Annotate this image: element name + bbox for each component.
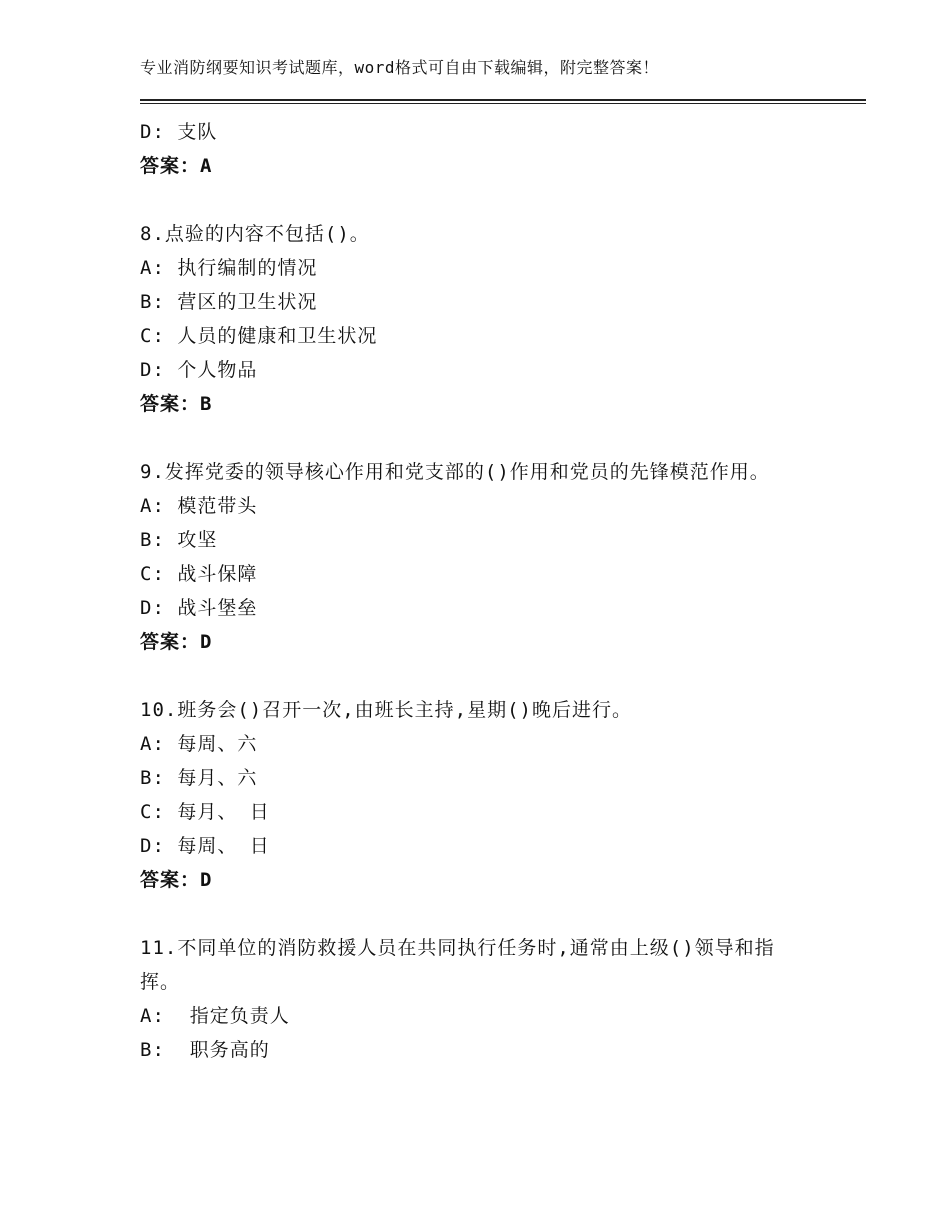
- question-text: 8.点验的内容不包括()。: [140, 223, 370, 245]
- option-d: D: 个人物品: [140, 359, 258, 381]
- option-b: B: 每月、六: [140, 767, 258, 789]
- option-a: A: 执行编制的情况: [140, 257, 318, 279]
- question-text: 11.不同单位的消防救援人员在共同执行任务时,通常由上级()领导和指挥。: [140, 937, 775, 993]
- option-d: D: 支队: [140, 121, 218, 143]
- option-b: B: 职务高的: [140, 1039, 270, 1061]
- answer: 答案：D: [140, 869, 213, 891]
- header-divider-thin: [140, 103, 866, 104]
- question-text: 10.班务会()召开一次,由班长主持,星期()晚后进行。: [140, 699, 632, 721]
- option-a: A: 指定负责人: [140, 1005, 290, 1027]
- option-a: A: 每周、六: [140, 733, 258, 755]
- answer: 答案：B: [140, 393, 213, 415]
- option-c: C: 每月、 日: [140, 801, 270, 823]
- spacer: [140, 659, 840, 693]
- spacer: [140, 183, 840, 217]
- question-text: 9.发挥党委的领导核心作用和党支部的()作用和党员的先锋模范作用。: [140, 461, 770, 483]
- spacer: [140, 421, 840, 455]
- option-d: D: 战斗堡垒: [140, 597, 258, 619]
- option-b: B: 营区的卫生状况: [140, 291, 318, 313]
- page-header: 专业消防纲要知识考试题库，word格式可自由下载编辑，附完整答案！: [140, 58, 660, 77]
- option-d: D: 每周、 日: [140, 835, 270, 857]
- spacer: [140, 897, 840, 931]
- header-divider-thick: [140, 99, 866, 101]
- answer: 答案：D: [140, 631, 213, 653]
- option-c: C: 人员的健康和卫生状况: [140, 325, 378, 347]
- option-b: B: 攻坚: [140, 529, 218, 551]
- option-c: C: 战斗保障: [140, 563, 258, 585]
- question-list: [140, 115, 840, 1067]
- answer: 答案：A: [140, 155, 213, 177]
- option-a: A: 模范带头: [140, 495, 258, 517]
